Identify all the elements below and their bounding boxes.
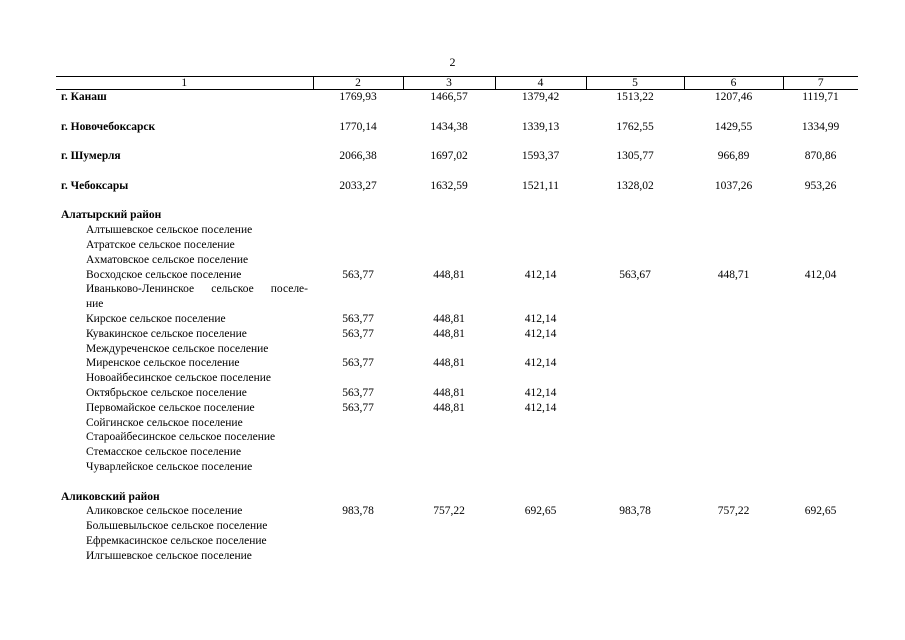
table-row <box>56 268 858 283</box>
value-cell <box>313 519 403 534</box>
value-cell <box>313 549 403 564</box>
value-cell <box>495 430 586 445</box>
value-cell: 1466,57 <box>430 91 468 103</box>
value-cell <box>684 534 783 549</box>
table-row <box>56 149 858 179</box>
value-cell: 1632,59 <box>430 179 468 192</box>
value-cell: 757,22 <box>433 505 465 518</box>
value-cell: 448,81 <box>433 312 465 325</box>
value-cell: 1762,55 <box>616 120 654 133</box>
value-cell <box>783 356 858 371</box>
table-row <box>56 327 858 342</box>
value-cell <box>684 445 783 460</box>
value-cell <box>684 401 783 416</box>
value-cell: 983,78 <box>619 505 651 518</box>
row-label: Стемасское сельское поселение <box>86 446 242 459</box>
column-header: 4 <box>495 77 586 90</box>
value-cell <box>403 549 495 564</box>
value-cell: 1521,11 <box>522 179 559 192</box>
value-cell: 1305,77 <box>616 150 654 163</box>
row-label: г. Канаш <box>61 91 107 103</box>
value-cell <box>783 430 858 445</box>
value-cell <box>313 238 403 253</box>
row-label: г. Чебоксары <box>61 179 129 192</box>
value-cell: 1770,14 <box>339 120 377 133</box>
district-heading: Аликовский район <box>61 490 160 503</box>
value-cell: 563,77 <box>342 268 374 281</box>
value-cell: 1119,71 <box>802 91 839 103</box>
value-cell <box>586 312 684 327</box>
value-cell <box>783 342 858 357</box>
value-cell <box>684 386 783 401</box>
value-cell <box>495 519 586 534</box>
value-cell: 692,65 <box>524 505 557 518</box>
row-label: Новоайбесинское сельское поселение <box>86 372 271 385</box>
value-cell <box>586 282 684 297</box>
value-cell <box>313 282 403 297</box>
value-cell: 870,86 <box>804 150 837 163</box>
value-cell: 1593,37 <box>521 150 560 163</box>
row-label: Аликовское сельское поселение <box>86 505 243 518</box>
row-label <box>56 282 313 297</box>
value-cell <box>495 342 586 357</box>
row-label: Первомайское сельское поселение <box>86 401 255 414</box>
value-cell: 953,26 <box>804 179 837 192</box>
value-cell <box>783 253 858 268</box>
row-label: Ефремкасинское сельское поселение <box>86 534 267 547</box>
table-row <box>56 238 858 253</box>
value-cell <box>783 312 858 327</box>
value-cell <box>586 534 684 549</box>
value-cell <box>783 519 858 534</box>
header-row <box>56 77 858 90</box>
row-label: Октябрьское сельское поселение <box>86 386 247 399</box>
table-row <box>56 120 858 150</box>
value-cell <box>684 356 783 371</box>
spacer-row <box>56 475 858 490</box>
table-row <box>56 460 858 475</box>
district-heading: Алатырский район <box>61 209 162 222</box>
value-cell <box>313 371 403 386</box>
table-row <box>56 534 858 549</box>
value-cell <box>684 460 783 475</box>
table-row <box>56 445 858 460</box>
value-cell <box>783 549 858 564</box>
value-cell: 1207,46 <box>714 91 753 103</box>
table-row <box>56 386 858 401</box>
value-cell <box>783 238 858 253</box>
value-cell: 1769,93 <box>339 91 377 103</box>
value-cell: 1037,26 <box>714 179 753 192</box>
value-cell <box>586 416 684 431</box>
value-cell <box>403 253 495 268</box>
table-row <box>56 179 858 209</box>
value-cell <box>403 519 495 534</box>
column-header: 7 <box>783 77 858 90</box>
value-cell: 2066,38 <box>339 150 377 163</box>
value-cell <box>783 445 858 460</box>
value-cell <box>783 327 858 342</box>
row-label: Междуреченское сельское поселение <box>86 342 269 355</box>
value-cell: 1339,13 <box>521 120 560 133</box>
value-cell <box>684 371 783 386</box>
value-cell <box>586 371 684 386</box>
row-label: Чуварлейское сельское поселение <box>86 460 253 473</box>
row-label: Староайбесинское сельское поселение <box>86 431 276 444</box>
value-cell: 448,81 <box>433 268 465 281</box>
row-label: Кирское сельское поселение <box>86 312 226 325</box>
table-row <box>56 90 858 120</box>
district-heading-row <box>56 490 858 505</box>
value-cell: 563,77 <box>342 386 374 399</box>
value-cell <box>313 430 403 445</box>
table-row <box>56 519 858 534</box>
value-cell: 1328,02 <box>616 179 654 192</box>
row-label: Ахматовское сельское поселение <box>86 253 249 266</box>
table-row <box>56 371 858 386</box>
value-cell <box>783 416 858 431</box>
value-cell: 412,14 <box>524 268 557 281</box>
column-header: 3 <box>403 77 495 90</box>
value-cell <box>783 460 858 475</box>
table-row <box>56 312 858 327</box>
value-cell <box>403 430 495 445</box>
table-row <box>56 401 858 416</box>
value-cell: 966,89 <box>717 150 750 163</box>
value-cell <box>313 460 403 475</box>
value-cell: 1334,99 <box>801 120 840 133</box>
page-number: 2 <box>449 55 456 69</box>
value-cell <box>684 430 783 445</box>
value-cell <box>586 223 684 238</box>
value-cell <box>403 445 495 460</box>
value-cell <box>586 460 684 475</box>
value-cell: 448,81 <box>433 327 465 340</box>
value-cell: 448,81 <box>433 357 465 370</box>
value-cell <box>313 223 403 238</box>
value-cell <box>403 534 495 549</box>
value-cell <box>495 416 586 431</box>
value-cell <box>495 445 586 460</box>
value-cell: 412,04 <box>804 268 837 281</box>
row-label-continuation: ние <box>86 298 104 311</box>
value-cell: 563,77 <box>342 327 374 340</box>
value-cell <box>586 401 684 416</box>
value-cell <box>586 445 684 460</box>
value-cell: 1379,42 <box>521 91 560 103</box>
value-cell <box>495 371 586 386</box>
value-cell <box>586 356 684 371</box>
value-cell <box>684 238 783 253</box>
value-cell <box>684 223 783 238</box>
value-cell: 412,14 <box>524 357 557 370</box>
value-cell: 412,14 <box>524 401 557 414</box>
row-label: г. Шумерля <box>61 150 121 163</box>
value-cell <box>403 282 495 297</box>
value-cell <box>403 342 495 357</box>
value-cell <box>495 282 586 297</box>
value-cell <box>783 401 858 416</box>
row-label: Сойгинское сельское поселение <box>86 416 243 429</box>
value-cell <box>586 238 684 253</box>
row-label: Алтышевское сельское поселение <box>86 224 253 237</box>
district-heading-row <box>56 208 858 223</box>
value-cell <box>783 282 858 297</box>
value-cell <box>684 549 783 564</box>
value-cell <box>313 416 403 431</box>
row-label: Миренское сельское поселение <box>86 357 240 370</box>
value-cell <box>586 430 684 445</box>
row-label: г. Новочебоксарск <box>61 120 156 133</box>
table-row-continuation <box>56 297 858 312</box>
table-row <box>56 504 858 519</box>
value-cell <box>586 327 684 342</box>
row-label: Большевыльское сельское поселение <box>86 520 268 533</box>
value-cell: 412,14 <box>524 327 557 340</box>
value-cell: 448,81 <box>433 401 465 414</box>
column-header: 5 <box>586 77 684 90</box>
data-table <box>56 76 858 564</box>
value-cell: 1513,22 <box>616 91 654 103</box>
value-cell <box>586 386 684 401</box>
value-cell <box>495 253 586 268</box>
value-cell <box>313 253 403 268</box>
value-cell <box>495 238 586 253</box>
value-cell: 563,77 <box>342 312 374 325</box>
value-cell <box>783 386 858 401</box>
table-row <box>56 356 858 371</box>
row-label: Восходское сельское поселение <box>86 268 242 281</box>
value-cell: 448,81 <box>433 386 465 399</box>
value-cell: 1429,55 <box>714 120 753 133</box>
row-label: Илгышевское сельское поселение <box>86 549 252 562</box>
table-row <box>56 223 858 238</box>
table-body <box>56 90 858 564</box>
value-cell: 2033,27 <box>339 179 377 192</box>
value-cell: 1697,02 <box>430 150 468 163</box>
value-cell: 1434,38 <box>430 120 468 133</box>
value-cell <box>783 534 858 549</box>
value-cell: 757,22 <box>717 505 750 518</box>
value-cell <box>403 238 495 253</box>
value-cell <box>403 371 495 386</box>
value-cell <box>783 371 858 386</box>
table-row <box>56 549 858 564</box>
value-cell <box>313 445 403 460</box>
value-cell <box>495 460 586 475</box>
value-cell <box>313 342 403 357</box>
value-cell <box>586 342 684 357</box>
value-cell: 983,78 <box>342 505 374 518</box>
row-label-text: Иваньково-Ленинское сельское поселе- <box>86 283 308 296</box>
value-cell <box>403 460 495 475</box>
value-cell <box>403 223 495 238</box>
value-cell: 563,77 <box>342 357 374 370</box>
value-cell <box>684 312 783 327</box>
table-row <box>56 282 858 297</box>
value-cell <box>403 416 495 431</box>
table-row <box>56 342 858 357</box>
value-cell <box>586 253 684 268</box>
value-cell: 412,14 <box>524 386 557 399</box>
value-cell <box>495 534 586 549</box>
value-cell: 448,71 <box>717 268 750 281</box>
row-label: Кувакинское сельское поселение <box>86 327 247 340</box>
value-cell <box>684 342 783 357</box>
value-cell <box>586 549 684 564</box>
value-cell: 412,14 <box>524 312 557 325</box>
value-cell <box>684 282 783 297</box>
column-header: 2 <box>313 77 403 90</box>
value-cell <box>684 327 783 342</box>
value-cell <box>586 519 684 534</box>
value-cell <box>783 223 858 238</box>
table-row <box>56 416 858 431</box>
value-cell <box>684 416 783 431</box>
column-header: 1 <box>56 77 313 90</box>
value-cell <box>313 534 403 549</box>
table-row <box>56 253 858 268</box>
value-cell: 563,67 <box>619 268 651 281</box>
value-cell: 692,65 <box>804 505 837 518</box>
column-header: 6 <box>684 77 783 90</box>
table-row <box>56 430 858 445</box>
value-cell <box>684 519 783 534</box>
value-cell <box>684 253 783 268</box>
row-label: Атратское сельское поселение <box>86 238 235 251</box>
value-cell <box>495 223 586 238</box>
value-cell: 563,77 <box>342 401 374 414</box>
value-cell <box>495 549 586 564</box>
